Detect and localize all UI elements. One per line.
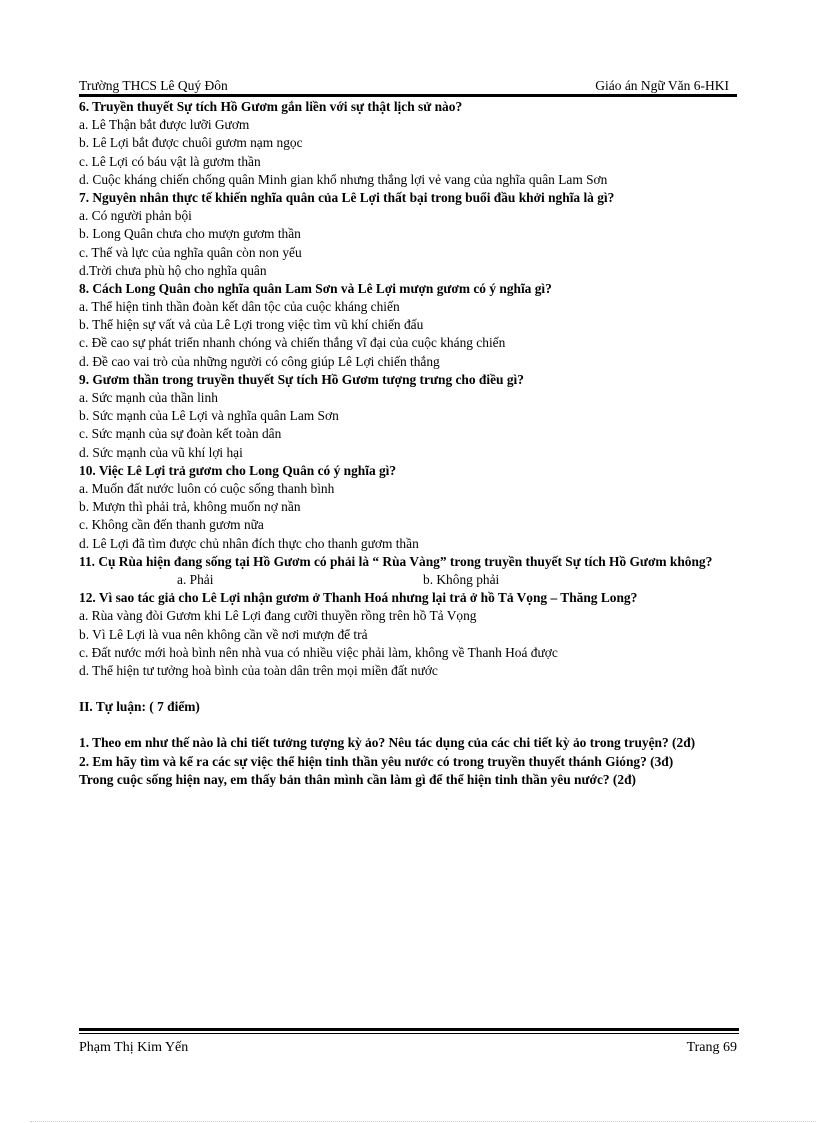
option: a. Lê Thận bắt được lưỡi Gươm [79, 117, 250, 133]
option: b. Vì Lê Lợi là vua nên không cần về nơi mượn để trả [79, 626, 368, 642]
question-text: 12. Vì sao tác giả cho Lê Lợi nhận gươm ở Thanh Hoá nhưng lại trả ở hồ Tả Vọng – Thăng Long? [79, 590, 638, 606]
question-9 [79, 371, 739, 462]
question-text: 9. Gươm thần trong truyền thuyết Sự tích Hồ Gươm tượng trưng cho điều gì? [79, 371, 524, 387]
option: b. Sức mạnh của Lê Lợi và nghĩa quân Lam Sơn [79, 408, 339, 424]
option: c. Đất nước mới hoà bình nên nhà vua có nhiều việc phải làm, không về Thanh Hoá được [79, 644, 558, 660]
option: d. Sức mạnh của vũ khí lợi hại [79, 444, 243, 460]
school-name: Trường THCS Lê Quý Đôn [79, 78, 228, 93]
question-10 [79, 462, 739, 553]
option: c. Sức mạnh của sự đoàn kết toàn dân [79, 426, 282, 442]
essay-question-3: Trong cuộc sống hiện nay, em thấy bản thân mình cần làm gì để thể hiện tinh thần yêu nước? (2đ) [79, 771, 636, 787]
option: c. Thế và lực của nghĩa quân còn non yếu [79, 244, 302, 260]
option: b. Long Quân chưa cho mượn gươm thần [79, 226, 301, 242]
essay-question-1: 1. Theo em như thế nào là chi tiết tưởng tượng kỳ ảo? Nêu tác dụng của các chi tiết kỳ ảo trong truyện? (2đ) [79, 735, 696, 751]
option: a. Sức mạnh của thần linh [79, 390, 218, 406]
option: d. Lê Lợi đã tìm được chủ nhân đích thực cho thanh gươm thần [79, 535, 419, 551]
option: b. Thể hiện sự vất vả của Lê Lợi trong việc tìm vũ khí chiến đấu [79, 317, 424, 333]
question-text: 7. Nguyên nhân thực tế khiến nghĩa quân của Lê Lợi thất bại trong buổi đầu khởi nghĩa là gì? [79, 189, 615, 205]
option: a. Phải [177, 571, 214, 587]
author-name: Phạm Thị Kim Yến [79, 1040, 189, 1055]
page-edge-dotted-line [30, 1121, 816, 1122]
option: b. Không phải [423, 571, 500, 587]
question-text: 6. Truyền thuyết Sự tích Hồ Gươm gắn liền với sự thật lịch sử nào? [79, 99, 463, 114]
option: c. Lê Lợi có báu vật là gươm thần [79, 153, 261, 169]
lesson-title: Giáo án Ngữ Văn 6-HKI [595, 78, 729, 93]
page-number: Trang 69 [686, 1040, 737, 1055]
option: d. Đề cao vai trò của những người có công giúp Lê Lợi chiến thắng [79, 353, 440, 369]
exam-content [79, 98, 739, 789]
option: b. Lê Lợi bắt được chuôi gươm nạm ngọc [79, 135, 303, 151]
section-title: II. Tự luận: ( 7 điểm) [79, 699, 200, 715]
question-text: 10. Việc Lê Lợi trả gươm cho Long Quân có ý nghĩa gì? [79, 462, 397, 478]
question-text: 8. Cách Long Quân cho nghĩa quân Lam Sơn và Lê Lợi mượn gươm có ý nghĩa gì? [79, 280, 552, 296]
option: a. Có người phản bội [79, 208, 192, 224]
header-rule [79, 94, 737, 97]
question-11 [79, 553, 739, 589]
question-7 [79, 189, 739, 280]
options-row [79, 571, 739, 589]
footer-rule [79, 1028, 739, 1031]
footer-rule-thin [79, 1033, 739, 1034]
essay-question-2: 2. Em hãy tìm và kể ra các sự việc thể hiện tinh thần yêu nước có trong truyền thuyết thánh Gióng? (3đ) [79, 753, 674, 769]
option: d. Thể hiện tư tưởng hoà bình của toàn dân trên mọi miền đất nước [79, 662, 438, 678]
option: a. Thể hiện tinh thần đoàn kết dân tộc của cuộc kháng chiến [79, 299, 400, 315]
option: c. Không cần đến thanh gươm nữa [79, 517, 264, 533]
option: b. Mượn thì phải trả, không muốn nợ nần [79, 499, 301, 515]
question-6 [79, 98, 739, 189]
question-text: 11. Cụ Rùa hiện đang sống tại Hồ Gươm có phải là “ Rùa Vàng” trong truyền thuyết Sự tích Hồ Gươm không? [79, 553, 713, 569]
question-8 [79, 280, 739, 371]
option: c. Đề cao sự phát triển nhanh chóng và chiến thắng vĩ đại của cuộc kháng chiến [79, 335, 506, 351]
page-header [79, 78, 737, 95]
option: a. Muốn đất nước luôn có cuộc sống thanh bình [79, 481, 335, 497]
option: d.Trời chưa phù hộ cho nghĩa quân [79, 262, 267, 278]
option: a. Rùa vàng đòi Gươm khi Lê Lợi đang cưỡi thuyền rồng trên hồ Tả Vọng [79, 608, 477, 624]
option: d. Cuộc kháng chiến chống quân Minh gian khổ nhưng thắng lợi vẻ vang của nghĩa quân Lam Sơn [79, 171, 608, 187]
question-12 [79, 589, 739, 680]
